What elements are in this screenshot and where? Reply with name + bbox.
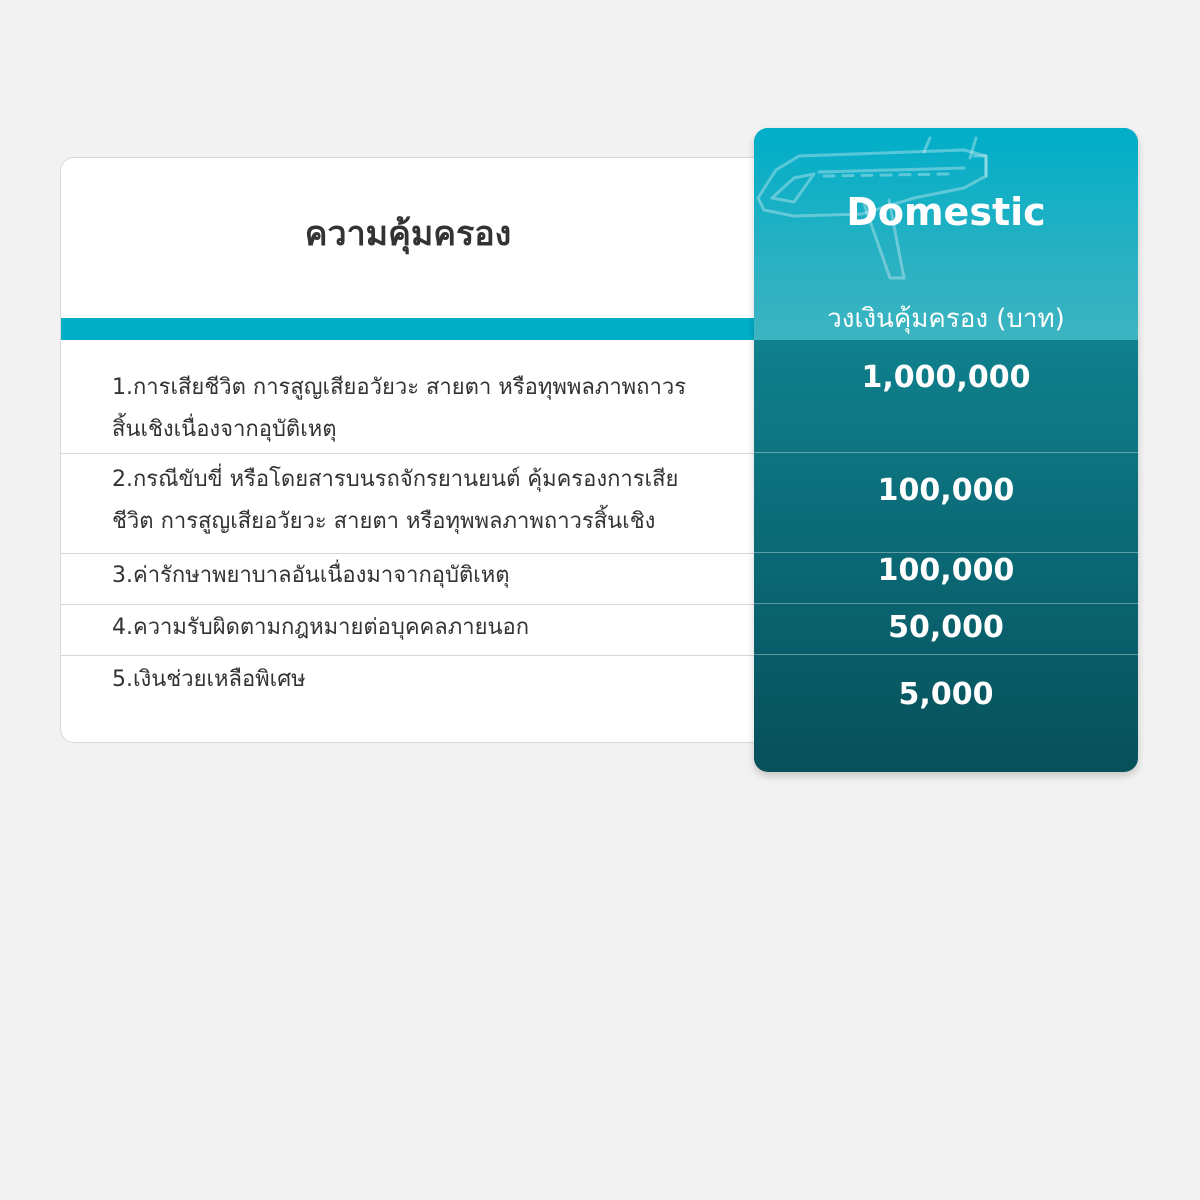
coverage-item-4-line-1: 4.ความรับผิดตามกฎหมายต่อบุคคลภายนอก xyxy=(112,615,530,640)
plan-value-1: 1,000,000 xyxy=(861,360,1031,395)
plan-value-cell-4 xyxy=(754,604,1138,655)
coverage-title: ความคุ้มครอง xyxy=(304,214,512,254)
coverage-item-2-line-1: 2.กรณีขับขี่ หรือโดยสารบนรถจักรยานยนต์ คุ้มครองการเสีย xyxy=(112,467,679,492)
coverage-row-5 xyxy=(61,656,755,743)
plan-title: Domestic xyxy=(846,190,1046,234)
header-divider-bar xyxy=(61,318,755,340)
domestic-plan-column xyxy=(754,128,1138,772)
coverage-row-3 xyxy=(61,554,755,605)
plan-value-cell-2 xyxy=(754,453,1138,553)
coverage-item-3-line-1: 3.ค่ารักษาพยาบาลอันเนื่องมาจากอุบัติเหตุ xyxy=(112,563,510,588)
plan-value-cell-5 xyxy=(754,655,1138,772)
plan-value-cell-1 xyxy=(754,340,1138,453)
coverage-item-2-text xyxy=(112,459,742,543)
coverage-row-2 xyxy=(61,454,755,554)
plan-value-5: 5,000 xyxy=(898,677,994,712)
coverage-item-1-line-2: สิ้นเชิงเนื่องจากอุบัติเหตุ xyxy=(112,417,337,442)
coverage-item-4-text xyxy=(112,607,742,649)
coverage-item-1-text xyxy=(112,367,742,451)
domestic-plan-header xyxy=(754,128,1138,340)
coverage-item-5-line-1: 5.เงินช่วยเหลือพิเศษ xyxy=(112,667,306,692)
coverage-row-4 xyxy=(61,605,755,656)
plan-value-3: 100,000 xyxy=(877,553,1015,588)
coverage-item-1-line-1: 1.การเสียชีวิต การสูญเสียอวัยวะ สายตา หรือทุพพลภาพถาวร xyxy=(112,375,687,400)
coverage-item-3-text xyxy=(112,555,742,597)
plan-value-4: 50,000 xyxy=(888,610,1004,645)
coverage-row-1 xyxy=(61,340,755,454)
coverage-header xyxy=(61,158,755,318)
coverage-item-5-text xyxy=(112,659,742,701)
coverage-item-2-line-2: ชีวิต การสูญเสียอวัยวะ สายตา หรือทุพพลภาพถาวรสิ้นเชิง xyxy=(112,509,656,534)
plan-value-2: 100,000 xyxy=(877,473,1015,508)
plan-subtitle: วงเงินคุ้มครอง (บาท) xyxy=(827,304,1065,334)
plan-value-cell-3 xyxy=(754,553,1138,604)
